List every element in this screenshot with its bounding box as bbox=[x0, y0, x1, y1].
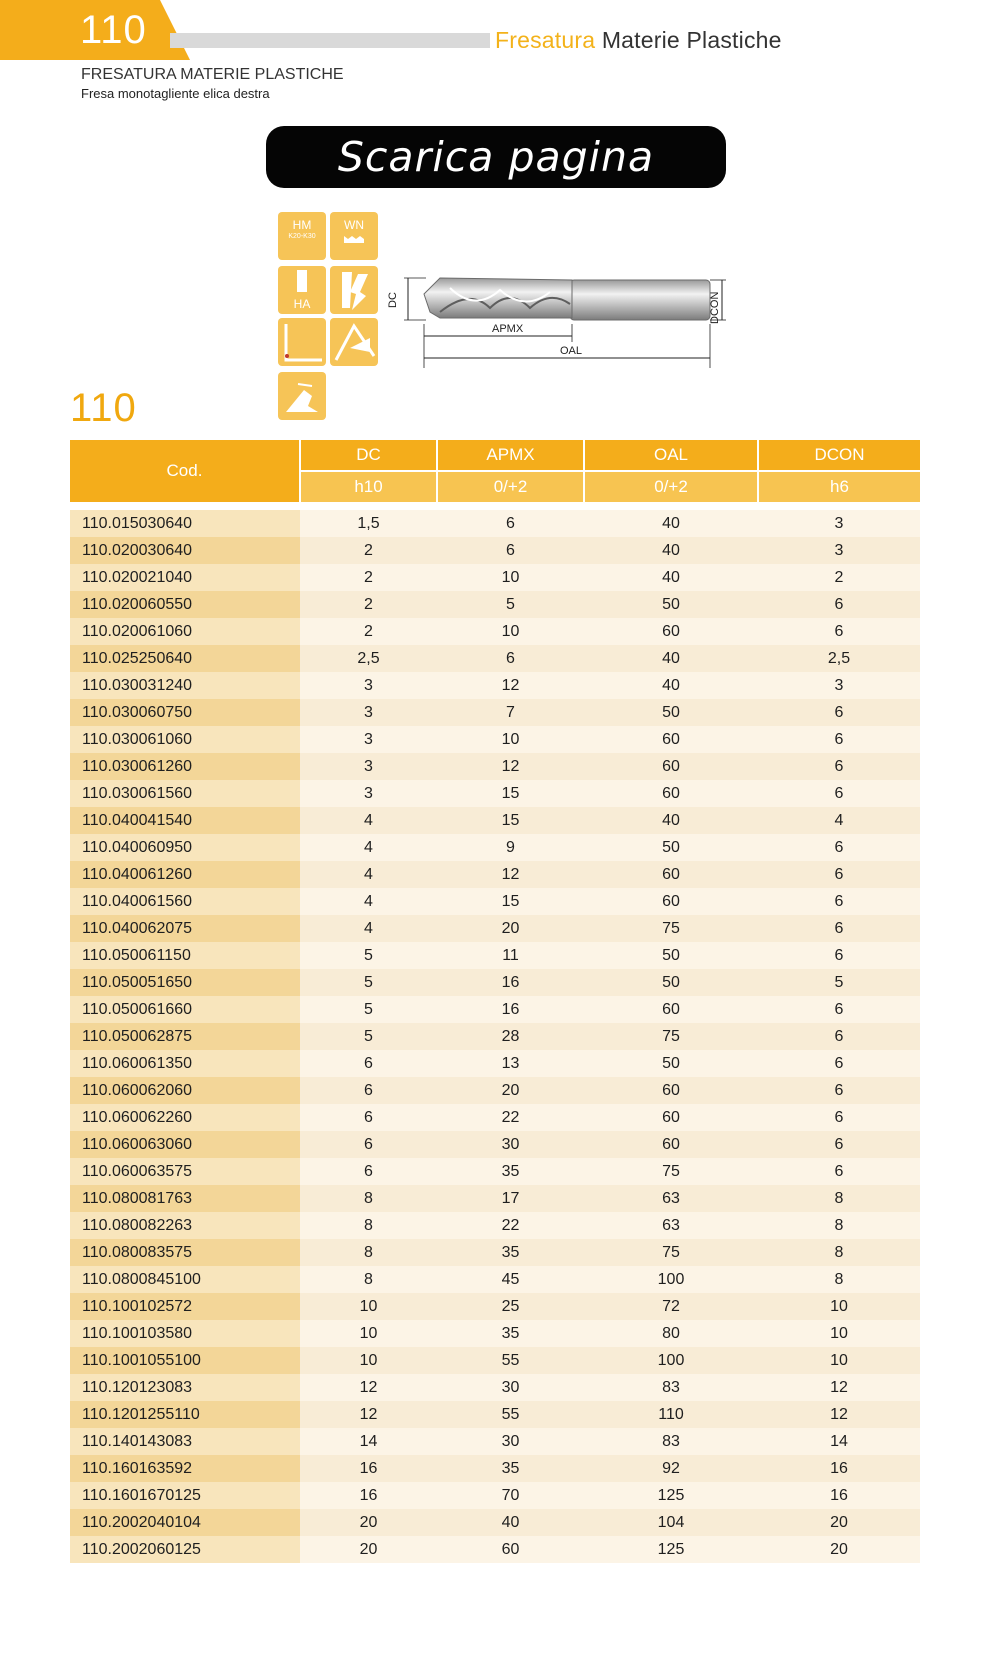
apmx-cell: 20 bbox=[437, 1077, 584, 1104]
dcon-cell: 5 bbox=[758, 969, 920, 996]
apmx-cell: 30 bbox=[437, 1131, 584, 1158]
dc-cell: 6 bbox=[300, 1131, 437, 1158]
apmx-cell: 70 bbox=[437, 1482, 584, 1509]
dc-cell: 3 bbox=[300, 753, 437, 780]
apmx-cell: 11 bbox=[437, 942, 584, 969]
code-cell: 110.060061350 bbox=[70, 1050, 300, 1077]
table-row bbox=[70, 1158, 920, 1185]
code-cell: 110.060063575 bbox=[70, 1158, 300, 1185]
section-title: FRESATURA MATERIE PLASTICHE bbox=[81, 66, 344, 83]
dc-cell: 3 bbox=[300, 672, 437, 699]
oal-cell: 60 bbox=[584, 726, 758, 753]
header-cod: Cod. bbox=[70, 440, 300, 502]
hm-icon-grade: K20-K30 bbox=[288, 233, 316, 240]
dc-cell: 14 bbox=[300, 1428, 437, 1455]
code-cell: 110.2002040104 bbox=[70, 1509, 300, 1536]
dc-cell: 2 bbox=[300, 618, 437, 645]
oal-cell: 50 bbox=[584, 942, 758, 969]
apmx-cell: 30 bbox=[437, 1374, 584, 1401]
apmx-cell: 35 bbox=[437, 1239, 584, 1266]
code-cell: 110.060062260 bbox=[70, 1104, 300, 1131]
dc-cell: 2 bbox=[300, 591, 437, 618]
table-row bbox=[70, 807, 920, 834]
oal-cell: 50 bbox=[584, 699, 758, 726]
dc-cell: 4 bbox=[300, 807, 437, 834]
dc-cell: 20 bbox=[300, 1509, 437, 1536]
dc-cell: 5 bbox=[300, 942, 437, 969]
table-row bbox=[70, 699, 920, 726]
apmx-cell: 16 bbox=[437, 969, 584, 996]
apmx-cell: 10 bbox=[437, 726, 584, 753]
tolerance-dcon: h6 bbox=[758, 471, 920, 502]
dcon-cell: 6 bbox=[758, 888, 920, 915]
code-cell: 110.040062075 bbox=[70, 915, 300, 942]
oal-cell: 60 bbox=[584, 1077, 758, 1104]
apmx-cell: 30 bbox=[437, 1428, 584, 1455]
apmx-cell: 28 bbox=[437, 1023, 584, 1050]
apmx-cell: 20 bbox=[437, 915, 584, 942]
table-row bbox=[70, 780, 920, 807]
oal-cell: 75 bbox=[584, 1158, 758, 1185]
oal-cell: 75 bbox=[584, 1239, 758, 1266]
code-cell: 110.020060550 bbox=[70, 591, 300, 618]
apmx-cell: 6 bbox=[437, 645, 584, 672]
apmx-cell: 22 bbox=[437, 1104, 584, 1131]
table-row bbox=[70, 1077, 920, 1104]
oal-cell: 40 bbox=[584, 807, 758, 834]
header-dcon: DCON bbox=[758, 440, 920, 471]
brand-title bbox=[495, 27, 782, 54]
table-row bbox=[70, 1536, 920, 1563]
code-cell: 110.1601670125 bbox=[70, 1482, 300, 1509]
dcon-cell: 12 bbox=[758, 1401, 920, 1428]
apmx-cell: 6 bbox=[437, 537, 584, 564]
ha-shank-icon bbox=[278, 266, 326, 314]
table-row bbox=[70, 834, 920, 861]
dcon-cell: 6 bbox=[758, 591, 920, 618]
code-cell: 110.050062875 bbox=[70, 1023, 300, 1050]
dc-cell: 6 bbox=[300, 1158, 437, 1185]
dc-cell: 16 bbox=[300, 1482, 437, 1509]
table-row bbox=[70, 753, 920, 780]
oal-cell: 60 bbox=[584, 618, 758, 645]
dcon-cell: 6 bbox=[758, 1023, 920, 1050]
angle-25-icon bbox=[330, 318, 378, 366]
table-row bbox=[70, 1455, 920, 1482]
table-row bbox=[70, 564, 920, 591]
table-row bbox=[70, 1509, 920, 1536]
oal-cell: 80 bbox=[584, 1320, 758, 1347]
tolerance-oal: 0/+2 bbox=[584, 471, 758, 502]
table-row bbox=[70, 1347, 920, 1374]
code-cell: 110.050061660 bbox=[70, 996, 300, 1023]
oal-cell: 72 bbox=[584, 1293, 758, 1320]
oal-cell: 40 bbox=[584, 645, 758, 672]
ha-icon-label: HA bbox=[293, 297, 311, 311]
oal-cell: 60 bbox=[584, 861, 758, 888]
dc-cell: 5 bbox=[300, 1023, 437, 1050]
angle-45-icon bbox=[278, 318, 326, 366]
dcon-cell: 6 bbox=[758, 996, 920, 1023]
dcon-cell: 16 bbox=[758, 1482, 920, 1509]
dc-cell: 6 bbox=[300, 1077, 437, 1104]
table-row bbox=[70, 1293, 920, 1320]
code-cell: 110.1001055100 bbox=[70, 1347, 300, 1374]
apmx-dimension-label: APMX bbox=[492, 323, 524, 335]
dcon-cell: 6 bbox=[758, 1158, 920, 1185]
header-divider-bar bbox=[170, 33, 490, 48]
oal-cell: 50 bbox=[584, 834, 758, 861]
dcon-cell: 6 bbox=[758, 942, 920, 969]
table-row bbox=[70, 510, 920, 537]
apmx-cell: 12 bbox=[437, 861, 584, 888]
code-cell: 110.080081763 bbox=[70, 1185, 300, 1212]
dcon-cell: 8 bbox=[758, 1266, 920, 1293]
spec-table-body bbox=[70, 510, 920, 1563]
dcon-cell: 3 bbox=[758, 672, 920, 699]
dcon-cell: 6 bbox=[758, 1077, 920, 1104]
oal-cell: 50 bbox=[584, 969, 758, 996]
oal-cell: 60 bbox=[584, 888, 758, 915]
dcon-cell: 4 bbox=[758, 807, 920, 834]
dcon-cell: 8 bbox=[758, 1212, 920, 1239]
apmx-cell: 22 bbox=[437, 1212, 584, 1239]
dc-cell: 8 bbox=[300, 1212, 437, 1239]
code-cell: 110.020030640 bbox=[70, 537, 300, 564]
dcon-cell: 2,5 bbox=[758, 645, 920, 672]
dc-cell: 8 bbox=[300, 1266, 437, 1293]
dc-cell: 12 bbox=[300, 1374, 437, 1401]
code-cell: 110.030061560 bbox=[70, 780, 300, 807]
header-apmx: APMX bbox=[437, 440, 584, 471]
table-row bbox=[70, 942, 920, 969]
dc-cell: 5 bbox=[300, 996, 437, 1023]
table-row bbox=[70, 1374, 920, 1401]
tolerance-dc: h10 bbox=[300, 471, 437, 502]
dc-cell: 1,5 bbox=[300, 510, 437, 537]
dc-cell: 6 bbox=[300, 1104, 437, 1131]
code-cell: 110.020061060 bbox=[70, 618, 300, 645]
dc-cell: 3 bbox=[300, 726, 437, 753]
table-row bbox=[70, 1401, 920, 1428]
page-tab bbox=[0, 0, 190, 60]
code-cell: 110.030060750 bbox=[70, 699, 300, 726]
oal-dimension-label: OAL bbox=[560, 345, 583, 357]
header-oal: OAL bbox=[584, 440, 758, 471]
single-flute-icon bbox=[330, 266, 378, 314]
dc-cell: 8 bbox=[300, 1185, 437, 1212]
apmx-cell: 7 bbox=[437, 699, 584, 726]
dc-cell: 8 bbox=[300, 1239, 437, 1266]
dc-cell: 2 bbox=[300, 564, 437, 591]
dcon-cell: 20 bbox=[758, 1509, 920, 1536]
oal-cell: 60 bbox=[584, 996, 758, 1023]
apmx-cell: 55 bbox=[437, 1401, 584, 1428]
apmx-cell: 15 bbox=[437, 780, 584, 807]
code-cell: 110.040041540 bbox=[70, 807, 300, 834]
code-cell: 110.030061060 bbox=[70, 726, 300, 753]
dc-cell: 5 bbox=[300, 969, 437, 996]
apmx-cell: 9 bbox=[437, 834, 584, 861]
oal-cell: 100 bbox=[584, 1266, 758, 1293]
oal-cell: 83 bbox=[584, 1374, 758, 1401]
table-row bbox=[70, 1185, 920, 1212]
oal-cell: 75 bbox=[584, 915, 758, 942]
apmx-cell: 60 bbox=[437, 1536, 584, 1563]
dcon-cell: 6 bbox=[758, 1131, 920, 1158]
oal-cell: 92 bbox=[584, 1455, 758, 1482]
oal-cell: 40 bbox=[584, 564, 758, 591]
apmx-cell: 17 bbox=[437, 1185, 584, 1212]
apmx-cell: 13 bbox=[437, 1050, 584, 1077]
dc-cell: 10 bbox=[300, 1320, 437, 1347]
dcon-cell: 14 bbox=[758, 1428, 920, 1455]
oal-cell: 83 bbox=[584, 1428, 758, 1455]
code-cell: 110.060063060 bbox=[70, 1131, 300, 1158]
code-cell: 110.015030640 bbox=[70, 510, 300, 537]
page-tab-number: 110 bbox=[80, 8, 147, 52]
dc-cell: 4 bbox=[300, 834, 437, 861]
table-row bbox=[70, 591, 920, 618]
code-cell: 110.050051650 bbox=[70, 969, 300, 996]
wn-icon-label: WN bbox=[344, 218, 364, 232]
code-cell: 110.040061260 bbox=[70, 861, 300, 888]
oal-cell: 63 bbox=[584, 1212, 758, 1239]
dcon-cell: 6 bbox=[758, 726, 920, 753]
table-row bbox=[70, 1320, 920, 1347]
oal-cell: 40 bbox=[584, 672, 758, 699]
code-cell: 110.100102572 bbox=[70, 1293, 300, 1320]
table-row bbox=[70, 1212, 920, 1239]
tolerance-apmx: 0/+2 bbox=[437, 471, 584, 502]
code-cell: 110.025250640 bbox=[70, 645, 300, 672]
oal-cell: 60 bbox=[584, 753, 758, 780]
table-row bbox=[70, 1050, 920, 1077]
dc-cell: 2,5 bbox=[300, 645, 437, 672]
dc-cell: 4 bbox=[300, 888, 437, 915]
code-cell: 110.060062060 bbox=[70, 1077, 300, 1104]
spec-table bbox=[70, 440, 920, 1563]
apmx-cell: 15 bbox=[437, 888, 584, 915]
dc-cell: 2 bbox=[300, 537, 437, 564]
download-page-button[interactable]: Scarica pagina bbox=[266, 126, 726, 188]
section-subtitle: Fresa monotagliente elica destra bbox=[81, 86, 270, 101]
header-dc: DC bbox=[300, 440, 437, 471]
apmx-cell: 10 bbox=[437, 564, 584, 591]
apmx-cell: 15 bbox=[437, 807, 584, 834]
dcon-cell: 6 bbox=[758, 780, 920, 807]
table-row bbox=[70, 537, 920, 564]
oal-cell: 100 bbox=[584, 1347, 758, 1374]
dcon-cell: 12 bbox=[758, 1374, 920, 1401]
table-row bbox=[70, 888, 920, 915]
dc-dimension-label: DC bbox=[387, 292, 399, 308]
oal-cell: 50 bbox=[584, 1050, 758, 1077]
oal-cell: 50 bbox=[584, 591, 758, 618]
wn-icon bbox=[330, 212, 378, 260]
dcon-cell: 8 bbox=[758, 1185, 920, 1212]
oal-cell: 40 bbox=[584, 537, 758, 564]
oal-cell: 125 bbox=[584, 1482, 758, 1509]
angle-29-icon bbox=[278, 372, 326, 420]
code-cell: 110.030061260 bbox=[70, 753, 300, 780]
dcon-cell: 6 bbox=[758, 834, 920, 861]
apmx-cell: 25 bbox=[437, 1293, 584, 1320]
table-row bbox=[70, 726, 920, 753]
dc-cell: 12 bbox=[300, 1401, 437, 1428]
oal-cell: 75 bbox=[584, 1023, 758, 1050]
dcon-cell: 20 bbox=[758, 1536, 920, 1563]
oal-cell: 104 bbox=[584, 1509, 758, 1536]
code-cell: 110.140143083 bbox=[70, 1428, 300, 1455]
dcon-cell: 10 bbox=[758, 1347, 920, 1374]
oal-cell: 60 bbox=[584, 1104, 758, 1131]
code-cell: 110.120123083 bbox=[70, 1374, 300, 1401]
dc-cell: 4 bbox=[300, 915, 437, 942]
table-row bbox=[70, 672, 920, 699]
apmx-cell: 16 bbox=[437, 996, 584, 1023]
oal-cell: 125 bbox=[584, 1536, 758, 1563]
code-cell: 110.020021040 bbox=[70, 564, 300, 591]
apmx-cell: 12 bbox=[437, 753, 584, 780]
code-cell: 110.040060950 bbox=[70, 834, 300, 861]
code-cell: 110.0800845100 bbox=[70, 1266, 300, 1293]
dcon-cell: 6 bbox=[758, 915, 920, 942]
apmx-cell: 40 bbox=[437, 1509, 584, 1536]
dcon-cell: 6 bbox=[758, 699, 920, 726]
dc-cell: 3 bbox=[300, 780, 437, 807]
dc-cell: 10 bbox=[300, 1347, 437, 1374]
brand-title-highlight: Fresatura bbox=[495, 27, 596, 53]
dc-cell: 4 bbox=[300, 861, 437, 888]
dcon-cell: 3 bbox=[758, 510, 920, 537]
dc-cell: 3 bbox=[300, 699, 437, 726]
code-cell: 110.2002060125 bbox=[70, 1536, 300, 1563]
apmx-cell: 35 bbox=[437, 1455, 584, 1482]
table-row bbox=[70, 1428, 920, 1455]
apmx-cell: 10 bbox=[437, 618, 584, 645]
oal-cell: 110 bbox=[584, 1401, 758, 1428]
end-mill-diagram bbox=[387, 268, 750, 378]
apmx-cell: 45 bbox=[437, 1266, 584, 1293]
oal-cell: 40 bbox=[584, 510, 758, 537]
table-row bbox=[70, 969, 920, 996]
table-row bbox=[70, 915, 920, 942]
apmx-cell: 35 bbox=[437, 1158, 584, 1185]
dcon-cell: 10 bbox=[758, 1293, 920, 1320]
apmx-cell: 35 bbox=[437, 1320, 584, 1347]
apmx-cell: 55 bbox=[437, 1347, 584, 1374]
dcon-cell: 2 bbox=[758, 564, 920, 591]
dcon-cell: 6 bbox=[758, 618, 920, 645]
code-cell: 110.030031240 bbox=[70, 672, 300, 699]
apmx-cell: 5 bbox=[437, 591, 584, 618]
code-cell: 110.160163592 bbox=[70, 1455, 300, 1482]
dcon-cell: 3 bbox=[758, 537, 920, 564]
dc-cell: 16 bbox=[300, 1455, 437, 1482]
code-cell: 110.100103580 bbox=[70, 1320, 300, 1347]
code-cell: 110.080082263 bbox=[70, 1212, 300, 1239]
table-row bbox=[70, 1104, 920, 1131]
oal-cell: 63 bbox=[584, 1185, 758, 1212]
code-cell: 110.040061560 bbox=[70, 888, 300, 915]
table-row bbox=[70, 1023, 920, 1050]
apmx-cell: 12 bbox=[437, 672, 584, 699]
table-row bbox=[70, 1482, 920, 1509]
dcon-cell: 10 bbox=[758, 1320, 920, 1347]
dc-cell: 20 bbox=[300, 1536, 437, 1563]
oal-cell: 60 bbox=[584, 1131, 758, 1158]
dc-cell: 10 bbox=[300, 1293, 437, 1320]
table-row bbox=[70, 618, 920, 645]
table-row bbox=[70, 861, 920, 888]
table-row bbox=[70, 645, 920, 672]
hm-icon-label: HM bbox=[292, 218, 312, 232]
table-row bbox=[70, 1266, 920, 1293]
apmx-cell: 6 bbox=[437, 510, 584, 537]
dcon-cell: 6 bbox=[758, 1050, 920, 1077]
hm-material-icon bbox=[278, 212, 326, 260]
dcon-dimension-label: DCON bbox=[709, 291, 721, 324]
product-code: 110 bbox=[70, 386, 137, 430]
dc-cell: 6 bbox=[300, 1050, 437, 1077]
dcon-cell: 6 bbox=[758, 753, 920, 780]
dcon-cell: 8 bbox=[758, 1239, 920, 1266]
dcon-cell: 6 bbox=[758, 861, 920, 888]
dcon-cell: 6 bbox=[758, 1104, 920, 1131]
code-cell: 110.080083575 bbox=[70, 1239, 300, 1266]
code-cell: 110.1201255110 bbox=[70, 1401, 300, 1428]
oal-cell: 60 bbox=[584, 780, 758, 807]
dcon-cell: 16 bbox=[758, 1455, 920, 1482]
code-cell: 110.050061150 bbox=[70, 942, 300, 969]
table-row bbox=[70, 1239, 920, 1266]
table-row bbox=[70, 996, 920, 1023]
brand-title-rest: Materie Plastiche bbox=[595, 27, 782, 53]
table-row bbox=[70, 1131, 920, 1158]
